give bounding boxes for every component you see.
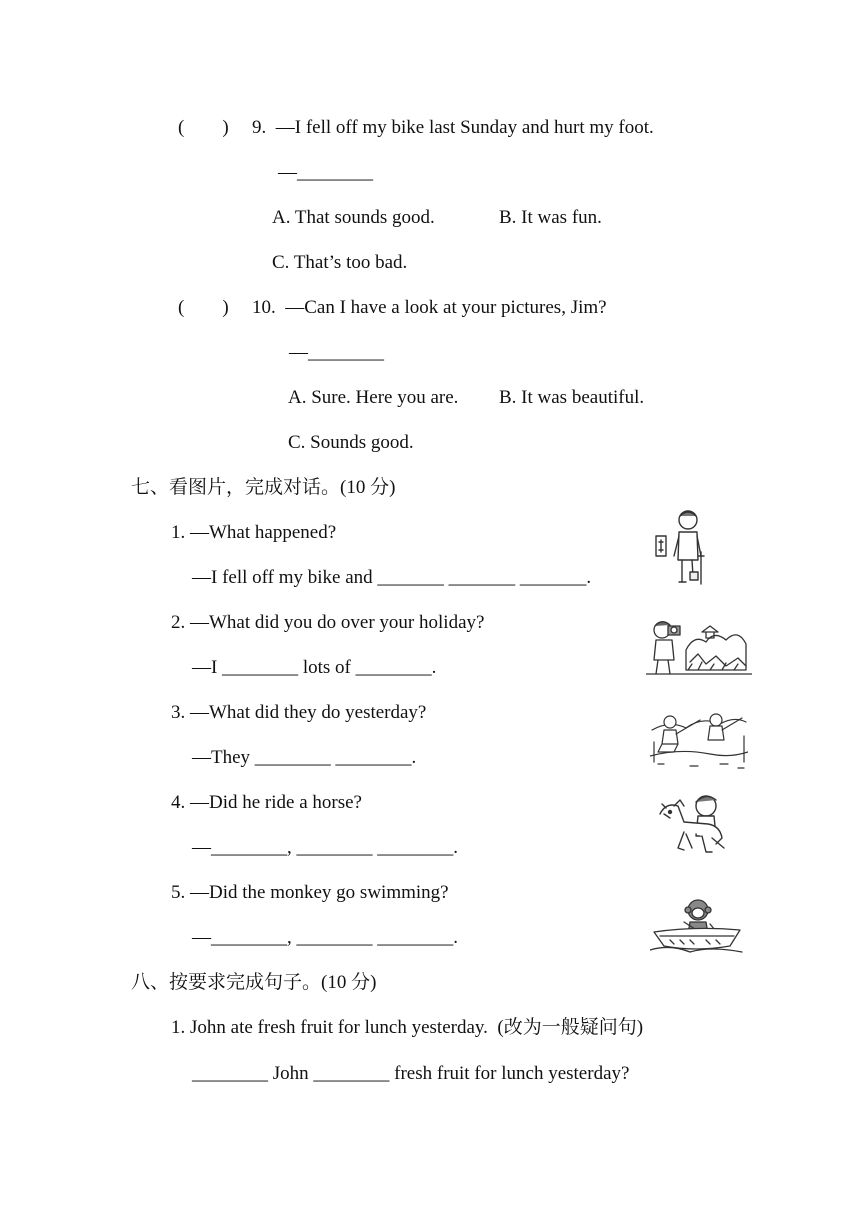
injured-boy-crutch-icon — [652, 506, 712, 588]
q10-question: 10. —Can I have a look at your pictures, Jim? — [252, 297, 607, 318]
q10-answer-blank[interactable]: —________ — [289, 342, 384, 363]
s7-item3-answer[interactable]: —They ________ ________. — [192, 747, 417, 768]
q9-option-c: C. That’s too bad. — [272, 252, 408, 273]
q9-question: 9. —I fell off my bike last Sunday and hurt my foot. — [252, 117, 654, 138]
taking-pictures-icon — [646, 614, 752, 676]
q9-option-a: A. That sounds good. — [272, 207, 435, 228]
s7-item1-answer[interactable]: —I fell off my bike and _______ _______ _______. — [192, 567, 592, 588]
s7-item2-answer[interactable]: —I ________ lots of ________. — [192, 657, 437, 678]
s7-item5-question: 5. —Did the monkey go swimming? — [171, 882, 449, 903]
s8-item1-question: 1. John ate fresh fruit for lunch yesterday. (改为一般疑问句) — [171, 1017, 644, 1038]
s7-item5-answer[interactable]: —________, ________ ________. — [192, 927, 458, 948]
q9-answer-blank[interactable]: —________ — [278, 162, 373, 183]
s8-item1-answer[interactable]: ________ John ________ fresh fruit for lunch yesterday? — [192, 1063, 630, 1084]
q9-option-b: B. It was fun. — [499, 207, 602, 228]
fishing-icon — [650, 706, 748, 772]
s7-item3-question: 3. —What did they do yesterday? — [171, 702, 427, 723]
q10-option-b: B. It was beautiful. — [499, 387, 645, 408]
section7-heading: 七、看图片，完成对话。(10 分) — [131, 477, 396, 498]
s7-item4-question: 4. —Did he ride a horse? — [171, 792, 362, 813]
q10-answer-paren[interactable]: ( ) — [178, 297, 229, 318]
q10-option-a: A. Sure. Here you are. — [288, 387, 459, 408]
riding-horse-icon — [656, 792, 732, 862]
s7-item1-question: 1. —What happened? — [171, 522, 337, 543]
q10-option-c: C. Sounds good. — [288, 432, 414, 453]
section8-heading: 八、按要求完成句子。(10 分) — [131, 972, 377, 993]
s7-item2-question: 2. —What did you do over your holiday? — [171, 612, 485, 633]
q9-answer-paren[interactable]: ( ) — [178, 117, 229, 138]
monkey-boat-icon — [650, 892, 744, 958]
s7-item4-answer[interactable]: —________, ________ ________. — [192, 837, 458, 858]
